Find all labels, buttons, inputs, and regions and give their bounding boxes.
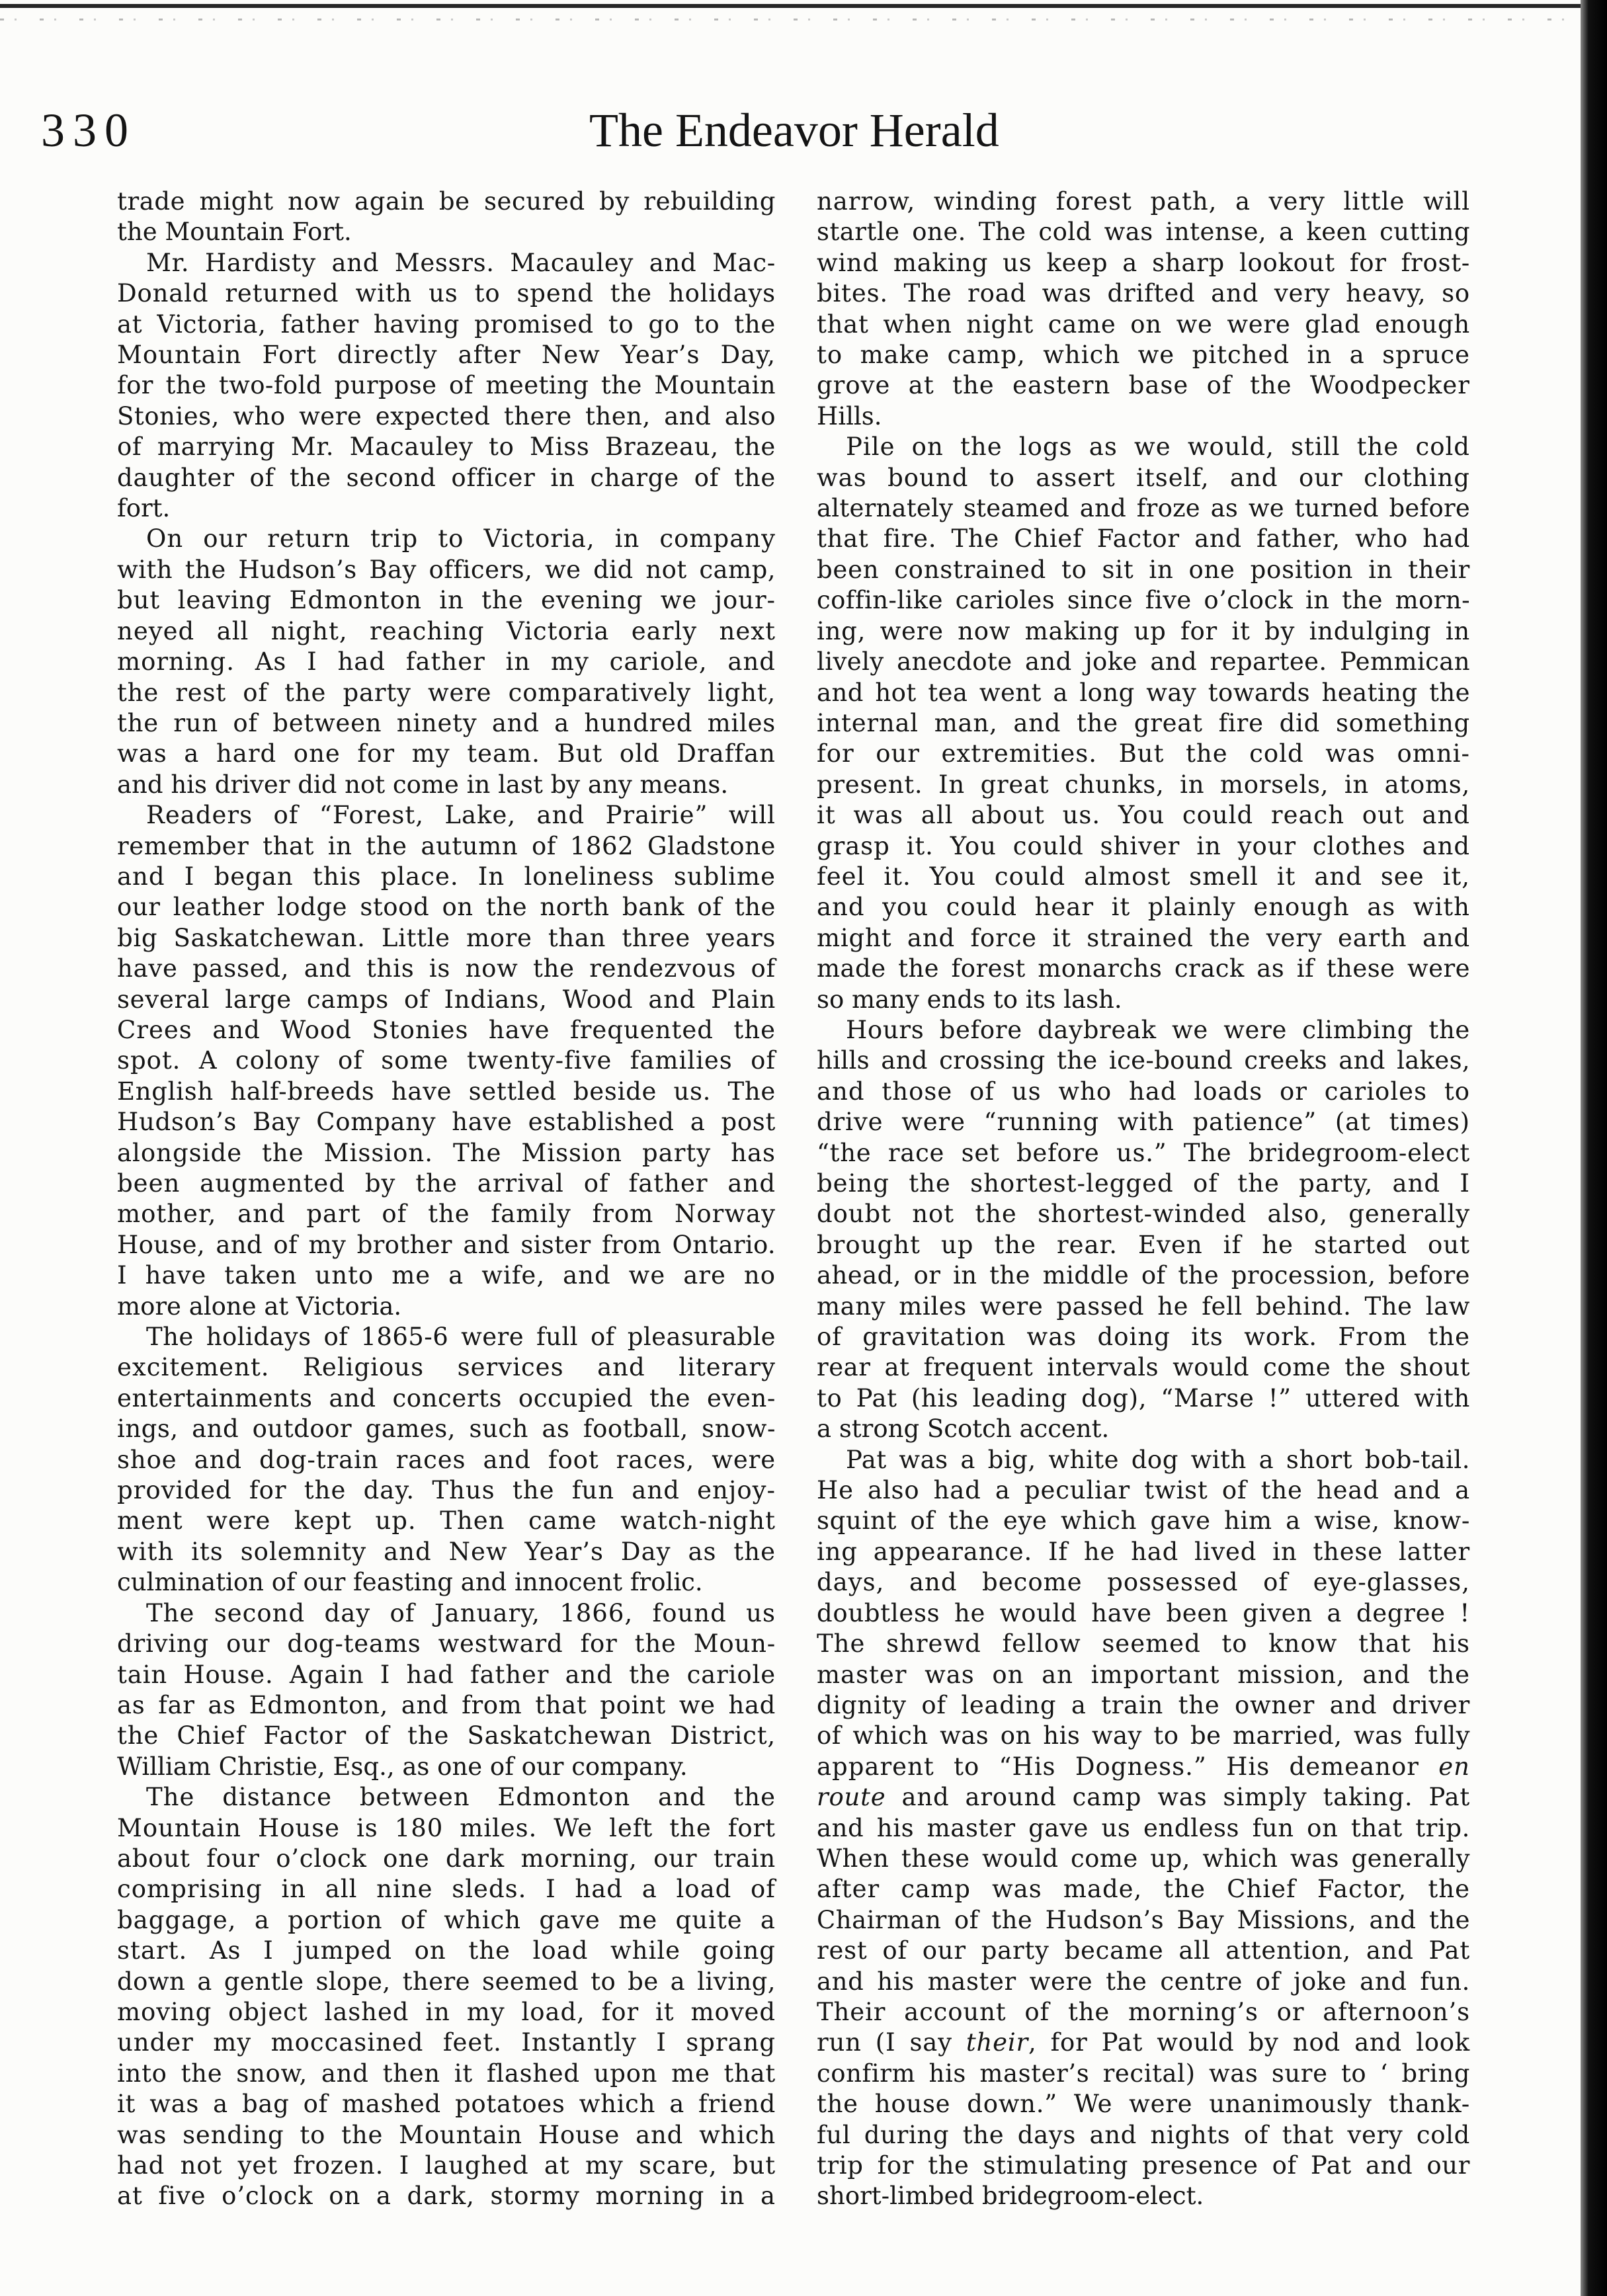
paragraph	[817, 432, 1470, 1015]
text-line: shoe and dog-train races and foot races, were	[117, 1445, 776, 1474]
text-line: Hudson’s Bay Company have established a post	[117, 1108, 776, 1137]
text-line: Hours before daybreak we were climbing the	[846, 1015, 1470, 1044]
text-line: being the shortest-legged of the party, and I	[817, 1169, 1470, 1198]
text-line: short-limbed bridegroom-elect.	[817, 2182, 1204, 2211]
text-line: Readers of “Forest, Lake, and Prairie” will	[146, 801, 776, 830]
text-line: ings, and outdoor games, such as football, snow-	[117, 1414, 776, 1444]
text-line: William Christie, Esq., as one of our company.	[117, 1752, 688, 1781]
text-line: The holidays of 1865-6 were full of pleasurable	[146, 1323, 776, 1352]
text-line: many miles were passed he fell behind. The law	[817, 1292, 1470, 1321]
text-line: ment were kept up. Then came watch-night	[117, 1506, 776, 1536]
italic-text: route	[817, 1783, 886, 1812]
text-line: brought up the rear. Even if he started out	[817, 1230, 1470, 1259]
text-line: The distance between Edmonton and the	[146, 1783, 776, 1812]
text-line: down a gentle slope, there seemed to be a living,	[117, 1967, 776, 1996]
text-line: for the two-fold purpose of meeting the Mountain	[117, 371, 776, 400]
text-segment: apparent to “His Dogness.” His demeanor	[817, 1752, 1439, 1781]
text-line: trade might now again be secured by rebuilding	[117, 187, 776, 216]
text-line: master was on an important mission, and the	[817, 1660, 1470, 1689]
text-line: the rest of the party were comparatively light,	[117, 678, 776, 707]
text-line: that fire. The Chief Factor and father, who had	[817, 524, 1470, 554]
text-line: Chairman of the Hudson’s Bay Missions, and the	[817, 1905, 1470, 1934]
text-line: to Pat (his leading dog), “Marse !” uttered with	[817, 1383, 1470, 1413]
text-line: and hot tea went a long way towards heating the	[817, 678, 1470, 707]
text-line: the Chief Factor of the Saskatchewan District,	[117, 1721, 776, 1750]
text-line: hills and crossing the ice-bound creeks and lakes,	[817, 1046, 1470, 1075]
text-line: neyed all night, reaching Victoria early next	[117, 616, 776, 645]
text-line: Pile on the logs as we would, still the cold	[846, 432, 1470, 462]
text-line: as far as Edmonton, and from that point we had	[117, 1690, 776, 1719]
text-segment: run (I say	[817, 2028, 966, 2057]
text-line: feel it. You could almost smell it and see it,	[817, 862, 1470, 891]
scan-edge-right	[1581, 0, 1607, 2296]
text-line: Donald returned with us to spend the holidays	[117, 279, 776, 308]
text-line: baggage, a portion of which gave me quite a	[117, 1905, 776, 1934]
text-line: grasp it. You could shiver in your clothes and	[817, 831, 1470, 860]
text-line: and his driver did not come in last by any means.	[117, 770, 729, 799]
paragraph	[117, 248, 776, 524]
text-line: present. In great chunks, in morsels, in atoms,	[817, 770, 1470, 799]
text-line: it was all about us. You could reach out and	[817, 801, 1470, 830]
text-line: bites. The road was drifted and very heavy, so	[817, 279, 1470, 308]
text-line: I have taken unto me a wife, and we are no	[117, 1261, 776, 1290]
text-line: it was a bag of mashed potatoes which a friend	[117, 2090, 776, 2119]
text-line: and I began this place. In loneliness sublime	[117, 862, 776, 891]
paragraph	[117, 524, 776, 800]
text-line: alongside the Mission. The Mission party has	[117, 1138, 776, 1167]
text-line: House, and of my brother and sister from Ontario.	[117, 1230, 776, 1259]
text-line: trip for the stimulating presence of Pat and our	[817, 2151, 1470, 2180]
text-line: of which was on his way to be married, was fully	[817, 1721, 1470, 1750]
text-line: tain House. Again I had father and the cariole	[117, 1660, 776, 1689]
text-line	[817, 2028, 1470, 2058]
text-line: Their account of the morning’s or afternoon’s	[817, 1997, 1470, 2026]
text-line: into the snow, and then it flashed upon me that	[117, 2059, 776, 2088]
italic-text: en	[1438, 1752, 1470, 1781]
text-line: lively anecdote and joke and repartee. Pemmican	[817, 647, 1470, 676]
text-line: the house down.” We were unanimously thank-	[817, 2090, 1470, 2119]
text-line: of gravitation was doing its work. From the	[817, 1323, 1470, 1352]
text-line: ful during the days and nights of that very cold	[817, 2120, 1470, 2149]
text-line: English half-breeds have settled beside us. The	[117, 1077, 776, 1106]
paragraph	[817, 1445, 1470, 2212]
text-line: comprising in all nine sleds. I had a load of	[117, 1875, 776, 1904]
text-line: with its solemnity and New Year’s Day as the	[117, 1537, 776, 1566]
text-line: a strong Scotch accent.	[817, 1414, 1110, 1444]
text-line: Mountain Fort directly after New Year’s Day,	[117, 341, 776, 370]
text-line: for our extremities. But the cold was omni-	[817, 739, 1470, 768]
text-line: spot. A colony of some twenty-five families of	[117, 1046, 776, 1075]
text-line: moving object lashed in my load, for it moved	[117, 1997, 776, 2026]
text-line: made the forest monarchs crack as if these were	[817, 954, 1470, 983]
text-line: but leaving Edmonton in the evening we jour-	[117, 586, 776, 615]
text-line: startle one. The cold was intense, a keen cutting	[817, 218, 1470, 247]
text-line: was bound to assert itself, and our clothing	[817, 463, 1470, 492]
text-line: had not yet frozen. I laughed at my scare, but	[117, 2151, 776, 2180]
text-segment: and around camp was simply taking. Pat	[886, 1783, 1470, 1812]
text-line: On our return trip to Victoria, in company	[146, 524, 776, 554]
text-line: grove at the eastern base of the Woodpecker	[817, 371, 1470, 400]
text-line: alternately steamed and froze as we turned before	[817, 494, 1470, 523]
text-line: “the race set before us.” The bridegroom-elect	[817, 1138, 1470, 1167]
text-line: He also had a peculiar twist of the head and a	[817, 1476, 1470, 1505]
text-line: at Victoria, father having promised to go to the	[117, 309, 776, 339]
text-line: ahead, or in the middle of the procession, before	[817, 1261, 1470, 1290]
text-line: with the Hudson’s Bay officers, we did not camp,	[117, 555, 776, 584]
text-line: excitement. Religious services and literary	[117, 1353, 776, 1382]
text-line: The shrewd fellow seemed to know that his	[817, 1629, 1470, 1659]
text-line: at five o’clock on a dark, stormy morning in a	[117, 2182, 776, 2211]
text-line: been constrained to sit in one position in their	[817, 555, 1470, 584]
paragraph	[117, 1598, 776, 1782]
text-line: narrow, winding forest path, a very little will	[817, 187, 1470, 216]
text-line: and his master were the centre of joke and fun.	[817, 1967, 1470, 1996]
text-line: daughter of the second officer in charge of the	[117, 463, 776, 492]
text-line: start. As I jumped on the load while going	[117, 1936, 776, 1965]
text-line: might and force it strained the very earth and	[817, 923, 1470, 952]
running-header	[0, 104, 1581, 157]
left-text-column	[117, 186, 776, 2212]
text-line: rear at frequent intervals would come the shout	[817, 1353, 1470, 1382]
text-line: Mountain House is 180 miles. We left the fort	[117, 1813, 776, 1842]
text-segment: , for Pat would by nod and look	[1028, 2028, 1471, 2057]
text-line: was sending to the Mountain House and which	[117, 2120, 776, 2149]
text-line: coffin-like carioles since five o’clock in the morn-	[817, 586, 1470, 615]
text-line: about four o’clock one dark morning, our train	[117, 1844, 776, 1873]
text-line: our leather lodge stood on the north bank of the	[117, 893, 776, 922]
text-line: doubtless he would have been given a degree !	[817, 1598, 1470, 1627]
publication-title: The Endeavor Herald	[589, 104, 999, 157]
text-line	[817, 1782, 1470, 1813]
text-line: under my moccasined feet. Instantly I sprang	[117, 2028, 776, 2057]
text-line: after camp was made, the Chief Factor, the	[817, 1875, 1470, 1904]
text-line: ing, were now making up for it by indulging in	[817, 616, 1470, 645]
text-line: and you could hear it plainly enough as with	[817, 893, 1470, 922]
text-line: so many ends to its lash.	[817, 985, 1122, 1014]
text-line: was a hard one for my team. But old Draffan	[117, 739, 776, 768]
text-line: days, and become possessed of eye-glasses,	[817, 1568, 1470, 1597]
paragraph	[117, 186, 776, 248]
text-line: and his master gave us endless fun on that trip.	[817, 1813, 1470, 1842]
scan-edge-top	[0, 4, 1581, 8]
paragraph	[817, 1015, 1470, 1445]
text-line: dignity of leading a train the owner and driver	[817, 1690, 1470, 1719]
scan-edge-top-specks	[0, 19, 1581, 20]
text-line: confirm his master’s recital) was sure to ‘ bring	[817, 2059, 1470, 2088]
text-line: more alone at Victoria.	[117, 1292, 402, 1321]
text-line: squint of the eye which gave him a wise, know-	[817, 1506, 1470, 1536]
text-line: been augmented by the arrival of father and	[117, 1169, 776, 1198]
text-line: Crees and Wood Stonies have frequented the	[117, 1015, 776, 1044]
text-line: fort.	[117, 494, 171, 523]
text-line: have passed, and this is now the rendezvous of	[117, 954, 776, 983]
text-line: rest of our party became all attention, and Pat	[817, 1936, 1470, 1965]
text-line: morning. As I had father in my cariole, and	[117, 647, 776, 676]
text-line: provided for the day. Thus the fun and enjoy-	[117, 1476, 776, 1505]
text-line: that when night came on we were glad enough	[817, 309, 1470, 339]
text-line: Stonies, who were expected there then, and also	[117, 401, 776, 430]
text-line: driving our dog-teams westward for the Moun-	[117, 1629, 776, 1659]
paragraph	[817, 186, 1470, 432]
text-line: doubt not the shortest-winded also, generally	[817, 1200, 1470, 1229]
text-line: the run of between ninety and a hundred miles	[117, 708, 776, 737]
text-line: mother, and part of the family from Norway	[117, 1200, 776, 1229]
text-line: several large camps of Indians, Wood and Plain	[117, 985, 776, 1014]
text-line: entertainments and concerts occupied the even-	[117, 1383, 776, 1413]
text-line: culmination of our feasting and innocent frolic.	[117, 1568, 703, 1597]
text-line: Pat was a big, white dog with a short bob-tail.	[846, 1445, 1470, 1474]
page-number: 330	[41, 104, 136, 157]
paragraph	[117, 1322, 776, 1598]
text-line: internal man, and the great fire did something	[817, 708, 1470, 737]
text-line	[817, 1752, 1470, 1782]
text-line: big Saskatchewan. Little more than three years	[117, 923, 776, 952]
text-line: wind making us keep a sharp lookout for frost-	[817, 248, 1470, 277]
text-line: Mr. Hardisty and Messrs. Macauley and Mac-	[146, 248, 776, 277]
italic-text: their	[966, 2028, 1028, 2057]
text-line: the Mountain Fort.	[117, 218, 352, 247]
text-line: and those of us who had loads or carioles to	[817, 1077, 1470, 1106]
paragraph	[117, 1782, 776, 2212]
text-line: The second day of January, 1866, found us	[146, 1598, 776, 1627]
text-line: When these would come up, which was generally	[817, 1844, 1470, 1873]
text-line: remember that in the autumn of 1862 Gladstone	[117, 831, 776, 860]
text-line: drive were “running with patience” (at times)	[817, 1108, 1470, 1137]
paragraph	[117, 800, 776, 1322]
text-line: to make camp, which we pitched in a spruce	[817, 341, 1470, 370]
text-line: ing appearance. If he had lived in these latter	[817, 1537, 1470, 1566]
text-line: of marrying Mr. Macauley to Miss Brazeau, the	[117, 432, 776, 462]
text-line: Hills.	[817, 401, 882, 430]
right-text-column	[817, 186, 1470, 2212]
